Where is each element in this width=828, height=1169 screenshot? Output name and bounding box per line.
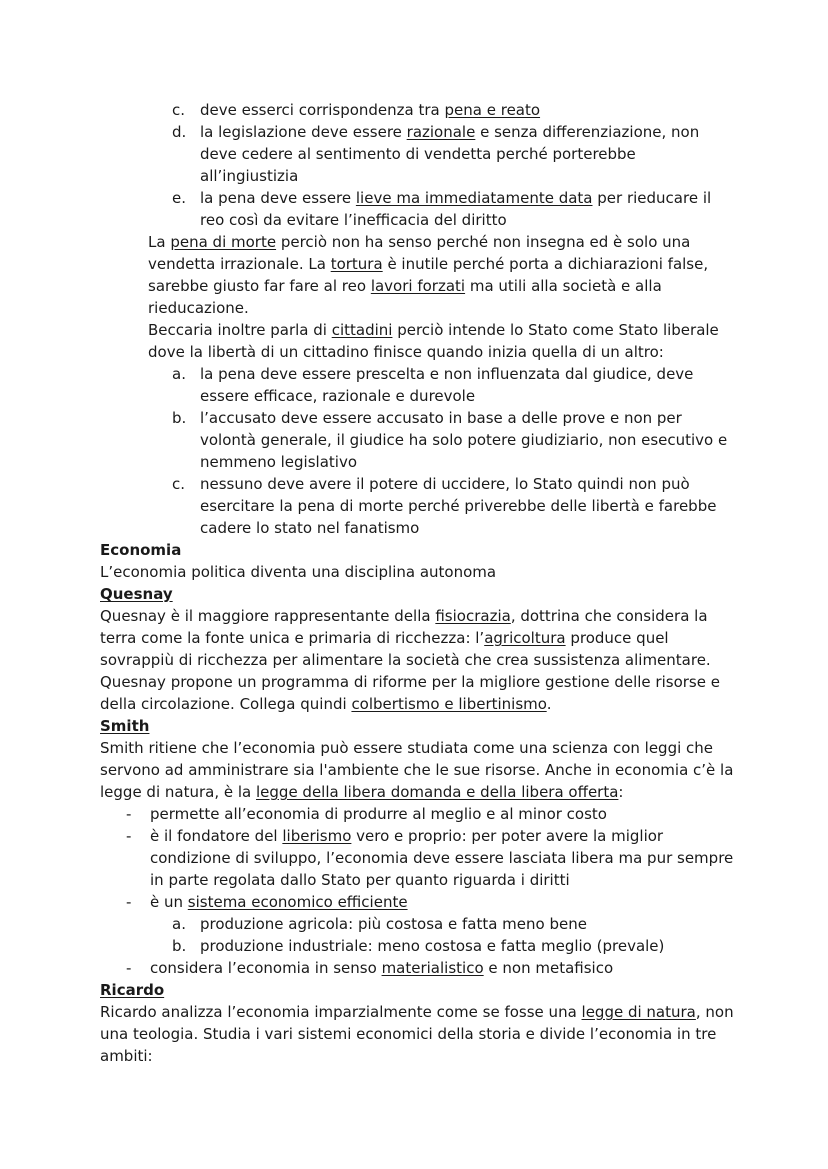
text-run: nessuno deve avere il potere di uccidere, lo Stato quindi non può — [200, 475, 690, 493]
list-item-line — [200, 407, 682, 429]
paragraph-line — [148, 275, 662, 297]
bullet-item-line — [150, 957, 613, 979]
text-run: ma utili alla società e alla — [465, 277, 662, 295]
underlined-term: lieve ma immediatamente data — [355, 189, 593, 207]
text-run: vendetta irrazionale. La — [148, 255, 331, 273]
text-run: : — [618, 783, 624, 801]
bullet-item-line — [150, 891, 408, 913]
paragraph-line — [100, 1001, 734, 1023]
sublist-item-marker: b. — [172, 937, 187, 955]
list-item-line — [200, 473, 690, 495]
text-run: è un — [150, 893, 188, 911]
text-run: Beccaria inoltre parla di — [148, 321, 332, 339]
list-item-line — [200, 495, 716, 517]
text-run: è inutile perché porta a dichiarazioni false, — [382, 255, 709, 273]
text-run: perciò non ha senso perché non insegna ed è solo una — [276, 233, 691, 251]
text-run: e non metafisico — [483, 959, 614, 977]
text-run: la pena deve essere prescelta e non influenzata dal giudice, deve — [200, 365, 694, 383]
list-item-line — [200, 385, 475, 407]
text-run: condizione di sviluppo, l’economia deve essere lasciata libera ma pur sempre — [150, 849, 734, 867]
sublist-item-line — [200, 913, 587, 935]
sublist-item-line — [200, 935, 664, 957]
text-run: produzione industriale: meno costosa e fatta meglio (prevale) — [200, 937, 665, 955]
list-item-line — [200, 165, 298, 187]
text-run: legge di natura, è la — [100, 783, 256, 801]
text-run: dove la libertà di un cittadino finisce quando inizia quella di un altro: — [148, 343, 664, 361]
text-run: , dottrina che considera la — [510, 607, 708, 625]
list-item-line — [200, 121, 699, 143]
underlined-term: razionale — [406, 123, 476, 141]
bullet-item-marker: - — [126, 827, 132, 845]
text-run: all’ingiustizia — [200, 167, 299, 185]
text-run: cadere lo stato nel fanatismo — [200, 519, 420, 537]
sublist-item-marker: a. — [172, 915, 186, 933]
paragraph-line — [100, 693, 551, 715]
list-item-line — [200, 187, 711, 209]
text-run: considera l’economia in senso — [150, 959, 382, 977]
list-item-marker: b. — [172, 409, 187, 427]
bullet-item-line — [150, 825, 663, 847]
list-item-line — [200, 99, 540, 121]
section-heading-smith: Smith — [100, 717, 150, 735]
paragraph-line — [148, 231, 690, 253]
underlined-term: tortura — [330, 255, 383, 273]
section-heading-economia: Economia — [100, 541, 182, 559]
bullet-item-marker: - — [126, 805, 132, 823]
section-heading-ricardo: Ricardo — [100, 981, 165, 999]
text-run: una teologia. Studia i vari sistemi economici della storia e divide l’economia in tre — [100, 1025, 717, 1043]
paragraph-line — [148, 297, 249, 319]
text-run: nemmeno legislativo — [200, 453, 358, 471]
list-item-marker: d. — [172, 123, 187, 141]
text-run: è il fondatore del — [150, 827, 283, 845]
underlined-term: agricoltura — [484, 629, 566, 647]
bullet-item-marker: - — [126, 959, 132, 977]
text-run: in parte regolata dallo Stato per quanto riguarda i diritti — [150, 871, 570, 889]
text-run: la pena deve essere — [200, 189, 356, 207]
bullet-item-line — [150, 847, 733, 869]
text-run: reo così da evitare l’inefficacia del diritto — [200, 211, 507, 229]
text-run: produce quel — [565, 629, 669, 647]
paragraph-line — [100, 781, 623, 803]
paragraph-line — [100, 1023, 716, 1045]
list-item-line — [200, 517, 419, 539]
text-run: Smith ritiene che l’economia può essere studiata come una scienza con leggi che — [100, 739, 714, 757]
text-run: L’economia politica diventa una disciplina autonoma — [100, 563, 497, 581]
text-run: servono ad amministrare sia l'ambiente che le sue risorse. Anche in economia c’è la — [100, 761, 734, 779]
list-item-marker: c. — [172, 475, 186, 493]
paragraph-line — [100, 649, 711, 671]
paragraph-line — [100, 671, 720, 693]
paragraph-line — [100, 1045, 153, 1067]
underlined-term: legge di natura — [581, 1003, 696, 1021]
text-run: deve cedere al sentimento di vendetta perché porterebbe — [200, 145, 636, 163]
underlined-term: colbertismo e libertinismo — [351, 695, 547, 713]
paragraph-line — [148, 341, 664, 363]
text-run: volontà generale, il giudice ha solo potere giudiziario, non esecutivo e — [200, 431, 728, 449]
paragraph-line — [100, 737, 713, 759]
text-run: Quesnay propone un programma di riforme per la migliore gestione delle risorse e — [100, 673, 720, 691]
underlined-term: sistema economico efficiente — [187, 893, 408, 911]
text-run: e senza differenziazione, non — [475, 123, 700, 141]
list-item-marker: a. — [172, 365, 186, 383]
underlined-term: legge della libera domanda e della libera offerta — [256, 783, 619, 801]
underlined-term: pena di morte — [170, 233, 277, 251]
list-item-marker: c. — [172, 101, 186, 119]
underlined-term: fisiocrazia — [435, 607, 511, 625]
text-run: ambiti: — [100, 1047, 153, 1065]
text-run: esercitare la pena di morte perché priverebbe delle libertà e farebbe — [200, 497, 717, 515]
text-run: la legislazione deve essere — [200, 123, 407, 141]
text-run: l’accusato deve essere accusato in base a delle prove e non per — [200, 409, 682, 427]
text-run: terra come la fonte unica e primaria di ricchezza: l’ — [100, 629, 485, 647]
text-run: per rieducare il — [592, 189, 712, 207]
text-run: rieducazione. — [148, 299, 249, 317]
paragraph-line — [100, 561, 496, 583]
underlined-term: cittadini — [331, 321, 393, 339]
paragraph-line — [100, 627, 669, 649]
bullet-item-line — [150, 803, 607, 825]
bullet-item-line — [150, 869, 570, 891]
text-run: , non — [695, 1003, 734, 1021]
text-run: vero e proprio: per poter avere la miglior — [351, 827, 664, 845]
paragraph-line — [148, 253, 708, 275]
underlined-term: lavori forzati — [370, 277, 466, 295]
text-run: essere efficace, razionale e durevole — [200, 387, 476, 405]
paragraph-line — [148, 319, 719, 341]
underlined-term: liberismo — [282, 827, 352, 845]
text-run: deve esserci corrispondenza tra — [200, 101, 445, 119]
text-run: Quesnay è il maggiore rappresentante della — [100, 607, 436, 625]
paragraph-line — [100, 605, 708, 627]
text-run: La — [148, 233, 171, 251]
section-heading-quesnay: Quesnay — [100, 585, 173, 603]
text-run: . — [546, 695, 552, 713]
list-item-line — [200, 363, 693, 385]
bullet-item-marker: - — [126, 893, 132, 911]
text-run: Ricardo analizza l’economia imparzialmente come se fosse una — [100, 1003, 582, 1021]
text-run: produzione agricola: più costosa e fatta meno bene — [200, 915, 587, 933]
underlined-term: pena e reato — [444, 101, 541, 119]
underlined-term: materialistico — [381, 959, 484, 977]
list-item-marker: e. — [172, 189, 186, 207]
text-run: permette all’economia di produrre al meglio e al minor costo — [150, 805, 607, 823]
list-item-line — [200, 429, 727, 451]
list-item-line — [200, 143, 636, 165]
list-item-line — [200, 451, 357, 473]
text-run: perciò intende lo Stato come Stato liberale — [392, 321, 719, 339]
text-run: sarebbe giusto far fare al reo — [148, 277, 371, 295]
paragraph-line — [100, 759, 733, 781]
list-item-line — [200, 209, 507, 231]
text-run: sovrappiù di ricchezza per alimentare la società che crea sussistenza alimentare. — [100, 651, 711, 669]
text-run: della circolazione. Collega quindi — [100, 695, 352, 713]
